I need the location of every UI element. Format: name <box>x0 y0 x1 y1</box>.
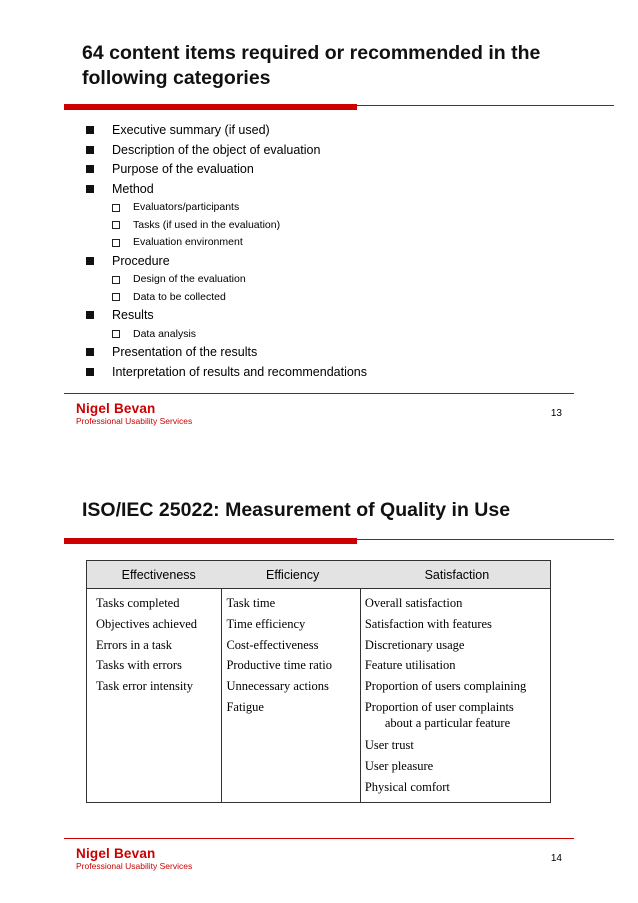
table-cell: Proportion of user complaints <box>364 699 514 714</box>
list-item-text: Purpose of the evaluation <box>112 162 254 176</box>
logo-subtitle: Professional Usability Services <box>76 416 193 426</box>
logo <box>76 402 192 426</box>
table-cell: Productive time ratio <box>226 658 332 673</box>
table-cell: Proportion of users complaining <box>364 679 527 694</box>
table-cell: Physical comfort <box>364 779 450 794</box>
square-bullet-icon <box>86 257 94 265</box>
table-cell: Tasks with errors <box>96 658 182 673</box>
table-cell: User pleasure <box>364 758 434 773</box>
square-bullet-icon <box>86 146 94 154</box>
table-cell: Time efficiency <box>226 616 306 631</box>
page-number: 13 <box>550 408 562 419</box>
list-item-text: Procedure <box>112 253 170 268</box>
table-cell: Unnecessary actions <box>226 679 329 694</box>
hollow-square-bullet-icon <box>112 204 120 212</box>
table-cell: Objectives achieved <box>96 616 197 631</box>
effectiveness-column <box>87 589 221 802</box>
table-cell: Tasks completed <box>96 596 180 610</box>
list-item-text: Method <box>112 181 154 196</box>
sub-list-item <box>86 199 556 217</box>
slide-title: ISO/IEC 25022: Measurement of Quality in Use <box>82 499 511 521</box>
page-number: 14 <box>550 853 562 864</box>
list-item-text: Presentation of the results <box>112 345 258 359</box>
quality-in-use-table <box>86 560 551 803</box>
list-item-text: Design of the evaluation <box>133 273 246 285</box>
table-cell-text: about a particular feature <box>384 715 511 730</box>
efficiency-column <box>221 589 359 802</box>
list-item-text: Description of the object of evaluation <box>112 142 321 157</box>
list-item <box>86 141 556 161</box>
logo-name: Nigel Bevan <box>76 401 156 416</box>
table-cell: Satisfaction with features <box>364 616 492 631</box>
square-bullet-icon <box>86 126 94 134</box>
table-cell: Cost-effectiveness <box>226 637 319 652</box>
list-item-text: Tasks (if used in the evaluation) <box>133 218 281 231</box>
list-item <box>86 306 556 326</box>
table-cell: User trust <box>364 737 414 752</box>
table-body <box>87 589 550 802</box>
hollow-square-bullet-icon <box>112 221 120 229</box>
bullet-list <box>86 121 556 382</box>
list-item-text: Evaluators/participants <box>133 201 240 213</box>
hollow-square-bullet-icon <box>112 330 120 338</box>
list-item <box>86 252 556 272</box>
sub-list-item <box>86 217 556 235</box>
sub-list-item <box>86 326 556 344</box>
list-item <box>86 121 556 141</box>
sub-list-item <box>86 234 556 252</box>
logo <box>76 847 192 871</box>
table-cell: Feature utilisation <box>364 658 456 673</box>
table-header-row <box>87 561 550 589</box>
list-item-text: Executive summary (if used) <box>112 123 270 137</box>
table-cell <box>365 715 550 735</box>
list-item-text: Interpretation of results and recommendations <box>112 364 367 379</box>
hollow-square-bullet-icon <box>112 276 120 284</box>
list-item-text: Data analysis <box>133 327 197 340</box>
footer-divider <box>64 838 574 839</box>
square-bullet-icon <box>86 311 94 319</box>
list-item <box>86 363 556 383</box>
satisfaction-column <box>360 589 550 802</box>
table-cell: Overall satisfaction <box>364 596 463 610</box>
table-cell: Discretionary usage <box>364 637 465 652</box>
list-item <box>86 343 556 363</box>
table-cell: Task error intensity <box>96 679 194 694</box>
list-item <box>86 180 556 200</box>
logo-subtitle: Professional Usability Services <box>76 861 193 871</box>
logo-name: Nigel Bevan <box>76 846 156 861</box>
list-item-text: Evaluation environment <box>133 236 243 248</box>
square-bullet-icon <box>86 368 94 376</box>
square-bullet-icon <box>86 185 94 193</box>
table-cell: Fatigue <box>226 699 264 714</box>
footer-divider <box>64 393 574 394</box>
hollow-square-bullet-icon <box>112 293 120 301</box>
slide-title: 64 content items required or recommended in the following categories <box>82 42 541 89</box>
header-satisfaction: Satisfaction <box>424 568 490 582</box>
list-item-text: Data to be collected <box>133 290 226 303</box>
list-item <box>86 160 556 180</box>
table-cell: Errors in a task <box>96 637 173 652</box>
sub-list-item <box>86 289 556 307</box>
slide-footer <box>0 831 638 871</box>
hollow-square-bullet-icon <box>112 239 120 247</box>
list-item-text: Results <box>112 308 154 322</box>
header-effectiveness: Effectiveness <box>121 568 196 582</box>
slide-footer <box>0 386 638 426</box>
slide-14 <box>0 451 638 903</box>
square-bullet-icon <box>86 165 94 173</box>
slide-13 <box>0 0 638 451</box>
table-cell: Task time <box>226 596 276 610</box>
header-efficiency: Efficiency <box>266 568 320 582</box>
square-bullet-icon <box>86 348 94 356</box>
sub-list-item <box>86 271 556 289</box>
